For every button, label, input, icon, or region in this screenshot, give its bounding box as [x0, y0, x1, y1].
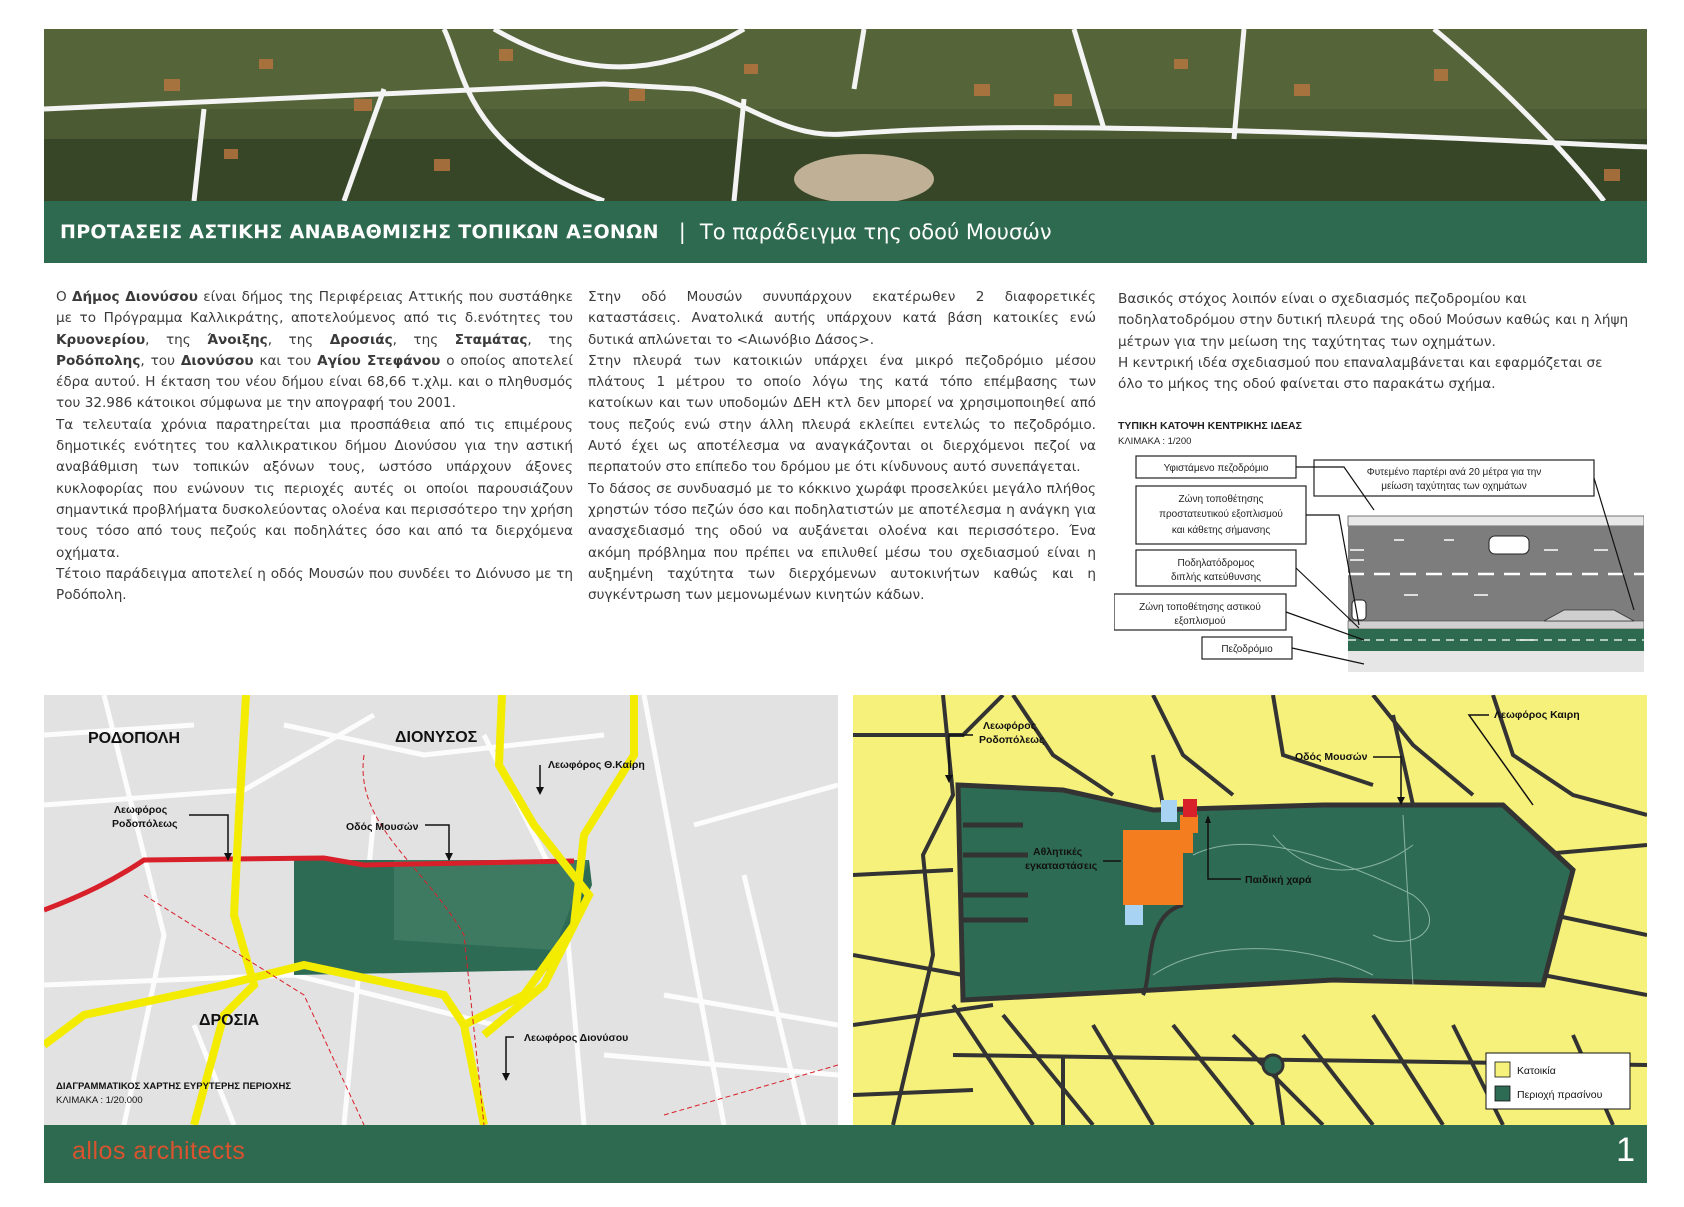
plan-label-planted-1: Φυτεμένο παρτέρι ανά 20 μέτρα για την	[1366, 467, 1542, 478]
label-dionysou: Λεωφόρος Διονύσου	[524, 1032, 629, 1044]
plan-label-bike-2: διπλής κατεύθυνσης	[1171, 572, 1261, 583]
text-run: Ο	[56, 289, 72, 305]
col3-paragraph-1: Βασικός στόχος λοιπόν είναι ο σχεδιασμός πεζοδρομίου και ποδηλατοδρόμου στην δυτική πλευρά της οδού Μούσων καθώς και η λήψη μέτρων για την μείωση της ταχύτητας των οχημάτων.	[1118, 291, 1629, 350]
plan-label-urban-2: εξοπλισμού	[1174, 616, 1226, 627]
plan-label-urban-1: Ζώνη τοποθέτησης αστικού	[1139, 602, 1261, 613]
col3-paragraph-2: Η κεντρική ιδέα σχεδιασμού που επαναλαμβάνεται και εφαρμόζεται σε όλο το μήκος της οδού φαίνεται στο παρακάτω σχήμα.	[1118, 354, 1603, 393]
label-mouson: Οδός Μουσών	[346, 821, 419, 833]
col2-paragraph-1: Στην οδό Μουσών συνυπάρχουν εκατέρωθεν 2 διαφορετικές καταστάσεις. Ανατολικά αυτής υπάρχουν κατά βάση κατοικίες ενώ δυτικά απλώνεται το <Αιωνόβιο Δάσος>.	[588, 289, 1096, 348]
page-title: ΠΡΟΤΑΣΕΙΣ ΑΣΤΙΚΗΣ ΑΝΑΒΑΘΜΙΣΗΣ ΤΟΠΙΚΩΝ ΑΞΟΝΩΝ	[60, 221, 659, 243]
plan-title: ΤΥΠΙΚΗ ΚΑΤΟΨΗ ΚΕΝΤΡΙΚΗΣ ΙΔΕΑΣ	[1118, 420, 1302, 432]
col2-paragraph-2: Στην πλευρά των κατοικιών υπάρχει ένα μικρό πεζοδρόμιο μέσου πλάτους 1 μέτρου το οποίο λόγω της κατά τόπο επέμβασης των κατοίκων και των υποδομών ΔΕΗ κτλ δεν μπορεί να χρησιμοποιηθεί από τους πεζούς ενώ στην άλλη πλευρά εκλείπει εντελώς το πεζοδρόμιο. Αυτό έχει ως αποτέλεσμα να αναγκάζονται οι διερχόμενοι πεζοί να περπατούν στο επίπεδο του δρόμου με ότι κίνδυνους αυτό συνεπάγεται.	[588, 352, 1096, 476]
title-bar	[44, 201, 1647, 263]
place-drosia: ΔΡΟΣΙΑ	[199, 1012, 260, 1029]
place-rodopoli: ΡΟΔΟΠΟΛΗ	[88, 730, 180, 747]
text-run: ο οποίος αποτελεί έδρα αυτού. Η έκταση του νέου δήμου είναι 68,66 τ.χλμ. και ο πληθυσμός του 32.986 κάτοικοι σύμφωνα με την απογραφή του 2001.	[56, 352, 573, 412]
text-run: , της	[267, 331, 330, 348]
label-rodopoleos-2: Ροδοπόλεως	[112, 818, 178, 830]
label-kairi: Λεωφόρος Θ.Καίρη	[548, 759, 645, 771]
text-run: και του	[253, 352, 318, 369]
page-subtitle: Το παράδειγμα της οδού Μουσών	[699, 220, 1052, 244]
bold-term: Αγίου Στεφάνου	[317, 352, 441, 369]
legend-residential: Κατοικία	[1517, 1065, 1556, 1077]
plan-label-sidewalk: Πεζοδρόμιο	[1221, 644, 1273, 655]
text-run: , του	[140, 352, 181, 369]
site-label-rodopoleos-1: Λεωφόρος	[983, 720, 1037, 732]
text-run: είναι δήμος της Περιφέρειας Αττικής που συστάθηκε με το Πρόγραμμα Καλλικράτης, αποτελούμενος από τις δ.ενότητες του	[56, 289, 573, 327]
map-scale: ΚΛΙΜΑΚΑ : 1/20.000	[56, 1095, 143, 1106]
text-column-2	[588, 287, 1096, 606]
bold-term: Σταμάτας	[454, 331, 528, 348]
text-column-1	[56, 287, 573, 606]
map-legend	[1486, 1053, 1630, 1109]
col2-paragraph-3: Το δάσος σε συνδυασμό με το κόκκινο χωράφι προσελκύει μεγάλο πλήθος χρηστών τόσο πεζών όσο και ποδηλατιστών με αποτέλεσμα η ανάγκη για ανασχεδιασμό της οδού να αυξάνεται ολοένα και περισσότερο. Ένα ακόμη πρόβλημα που πρέπει να επιλυθεί μέσω του σχεδιασμού είναι η αυξημένη ταχύτητα των διερχόμενων αυτοκινήτων καθώς και η συγκέντρωση των μεμονωμένων κινητών κάδων.	[588, 480, 1096, 604]
bold-term: Δήμος Διονύσου	[71, 289, 198, 305]
plan-label-existing-sidewalk: Υφιστάμενο πεζοδρόμιο	[1163, 463, 1269, 474]
plan-label-protective-3: και κάθετης σήμανσης	[1171, 525, 1271, 536]
plan-scale: ΚΛΙΜΑΚΑ : 1/200	[1118, 436, 1192, 447]
site-label-rodopoleos-2: Ροδοπόλεως	[979, 734, 1045, 746]
bold-term: Δροσιάς	[329, 331, 393, 348]
bold-term: Ροδόπολης	[56, 352, 141, 369]
bold-term: Κρυονερίου	[56, 331, 146, 348]
plan-label-protective-1: Ζώνη τοποθέτησης	[1178, 494, 1264, 505]
site-label-kairi: Λεωφόρος Καιρη	[1494, 709, 1580, 721]
site-label-playground: Παιδική χαρά	[1245, 874, 1312, 886]
plan-label-bike-1: Ποδηλατόδρομος	[1177, 558, 1255, 569]
site-label-sports-1: Αθλητικές	[1033, 846, 1083, 858]
site-map	[853, 695, 1647, 1125]
text-run: , της	[145, 331, 208, 348]
regional-map	[44, 695, 838, 1125]
footer-bar	[44, 1125, 1647, 1183]
legend-swatch-green	[1495, 1086, 1510, 1101]
plan-label-planted-2: μείωση ταχύτητας των οχημάτων	[1381, 481, 1527, 492]
typical-plan-drawing	[1114, 450, 1644, 672]
label-rodopoleos-1: Λεωφόρος	[114, 804, 168, 816]
footer-brand: allos architects	[72, 1137, 246, 1165]
bold-term: Άνοιξης	[207, 331, 268, 348]
map-caption: ΔΙΑΓΡΑΜΜΑΤΙΚΟΣ ΧΑΡΤΗΣ ΕΥΡΥΤΕΡΗΣ ΠΕΡΙΟΧΗΣ	[56, 1081, 292, 1092]
legend-green: Περιοχή πρασίνου	[1517, 1089, 1603, 1101]
aerial-photo	[44, 29, 1647, 201]
page-number: 1	[1616, 1131, 1635, 1169]
place-dionysos: ΔΙΟΝΥΣΟΣ	[395, 729, 478, 746]
col1-paragraph-3: Τέτοιο παράδειγμα αποτελεί η οδός Μουσών που συνδέει το Διόνυσο με τη Ροδόπολη.	[56, 565, 573, 604]
site-label-mouson: Οδός Μουσών	[1295, 751, 1368, 763]
text-column-3	[1118, 289, 1630, 395]
col1-paragraph-1	[56, 287, 573, 415]
site-label-sports-2: εγκαταστάσεις	[1025, 860, 1098, 872]
bold-term: Διονύσου	[180, 352, 254, 369]
text-run: , της	[392, 331, 455, 348]
plan-label-protective-2: προστατευτικού εξοπλισμού	[1159, 509, 1283, 520]
title-separator: |	[678, 220, 686, 244]
text-run: , της	[527, 331, 573, 348]
legend-swatch-residential	[1495, 1062, 1510, 1077]
col1-paragraph-2: Τα τελευταία χρόνια παρατηρείται μια προσπάθεια από τις επιμέρους δημοτικές ενότητες του καλλικρατικου δήμου Διονύσου για την αστική αναβάθμιση των τοπικών αξόνων τους, ωστόσο υπάρχουν άξονες κυκλοφορίας που ενώνουν τις περιοχές αυτές οι οποίοι παρουσιάζουν σημαντικά προβλήματα δυσκολεύοντας ολοένα και περισσότερο την χρήση τους τόσο από τους πεζούς και ποδηλάτες όσο και από τα διερχόμενα οχήματα.	[56, 416, 573, 561]
